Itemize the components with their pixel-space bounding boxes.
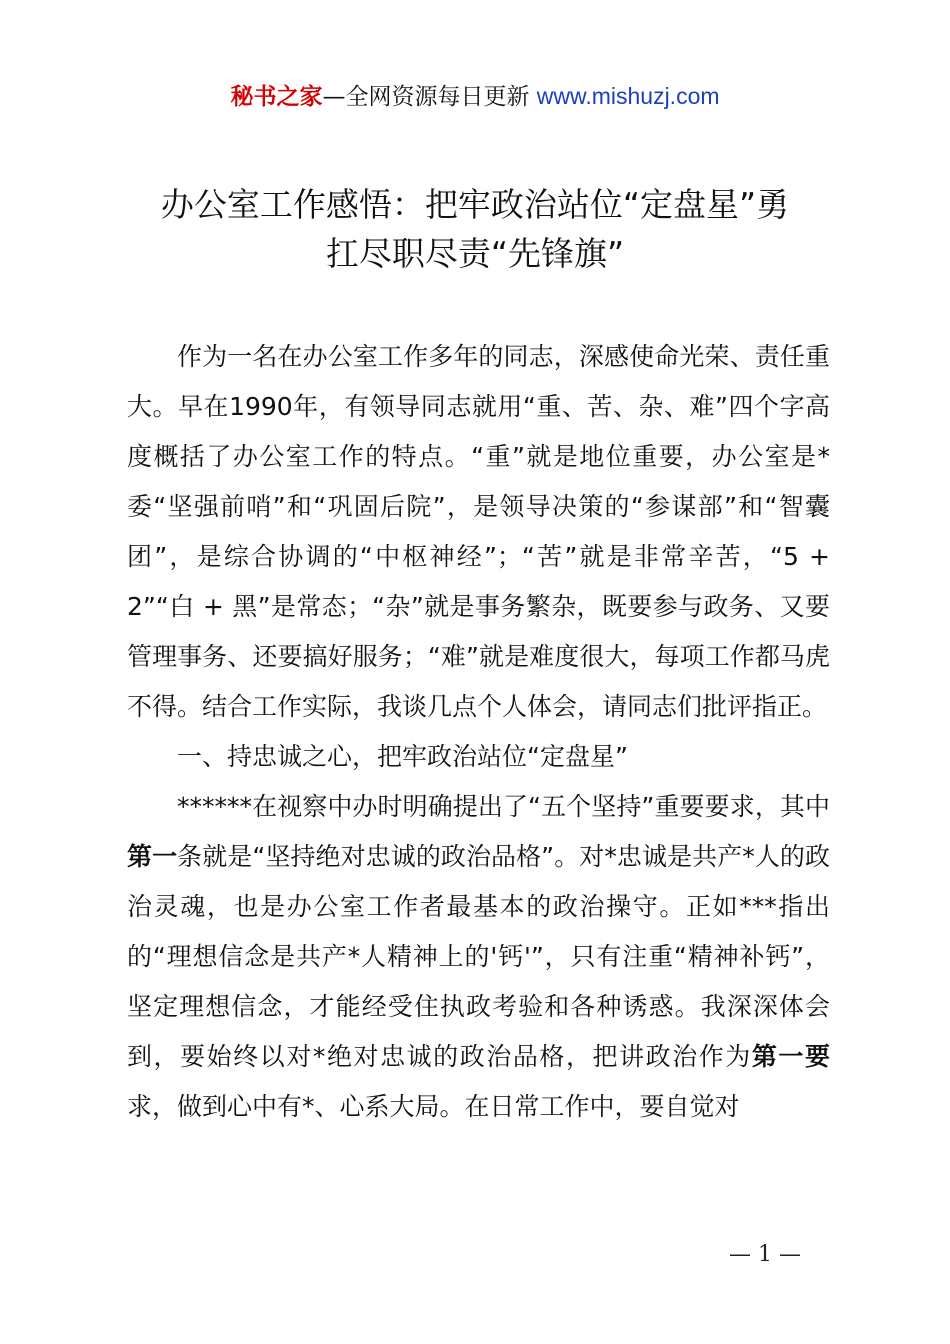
paragraph-text: 条就是“坚持绝对忠诚的政治品格”。对*忠诚是共产*人的政治灵魂，也是办公室工作者最基本的政治操守。正如***指出的“理想信念是共产*人精神上的'钙'”，只有注重“精神补钙”，坚定理想信念，才能经受住执政考验和各种诱惑。我深深体会到，要始终以对*绝对忠诚的政治品格，把讲政治作为	[127, 842, 830, 1071]
site-brand: 秘书之家	[230, 84, 323, 110]
header-tagline: 全网资源每日更新	[345, 84, 537, 110]
paragraph-text: ******在视察中办时明确提出了“五个坚持”重要要求，其中	[177, 792, 830, 821]
document-title	[110, 180, 840, 278]
title-line-2: 扛尽职尽责“先锋旗”	[325, 234, 625, 273]
bold-text: 第一要	[751, 1042, 830, 1071]
bold-text: 第一	[127, 842, 178, 871]
intro-paragraph: 作为一名在办公室工作多年的同志，深感使命光荣、责任重大。早在1990年，有领导同志就用“重、苦、杂、难”四个字高度概括了办公室工作的特点。“重”就是地位重要，办公室是*委“坚强前哨”和“巩固后院”，是领导决策的“参谋部”和“智囊团”，是综合协调的“中枢神经”；“苦”就是非常辛苦，“5 + 2”“白 + 黑”是常态；“杂”就是事务繁杂，既要参与政务、又要管理事务、还要搞好服务；“难”就是难度很大，每项工作都马虎不得。结合工作实际，我谈几点个人体会，请同志们批评指正。	[127, 342, 830, 721]
header-separator: —	[322, 84, 346, 110]
page-number: — 1 —	[729, 1242, 801, 1267]
title-line-1: 办公室工作感悟：把牢政治站位“定盘星”勇	[160, 185, 790, 224]
section-1-paragraph	[127, 782, 830, 1132]
document-body	[127, 332, 830, 1132]
paragraph-text: 求，做到心中有*、心系大局。在日常工作中，要自觉对	[127, 1092, 740, 1121]
site-url-link[interactable]: www.mishuzj.com	[536, 83, 720, 109]
site-header	[0, 80, 950, 113]
section-heading-1: 一、持忠诚之心，把牢政治站位“定盘星”	[177, 742, 628, 771]
